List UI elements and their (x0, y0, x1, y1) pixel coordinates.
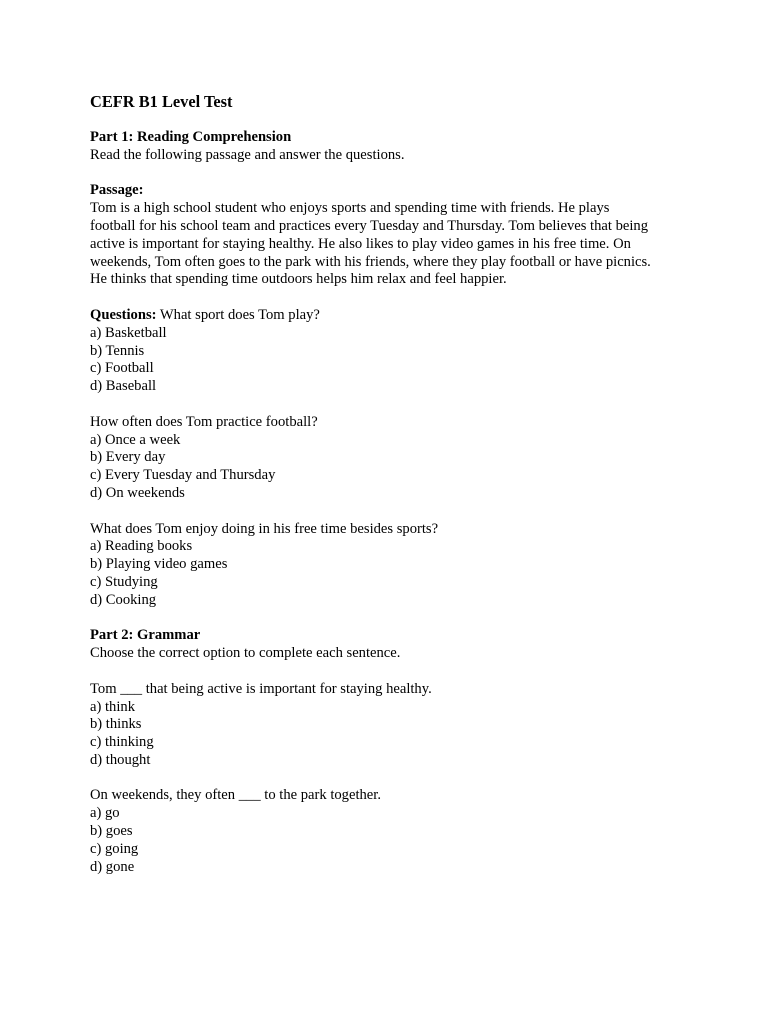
answer-option: c) Every Tuesday and Thursday (90, 467, 276, 484)
question-block (90, 681, 680, 770)
part2-instruction: Choose the correct option to complete each sentence. (90, 645, 401, 662)
answer-option: b) Tennis (90, 342, 145, 359)
passage-line: active is important for staying healthy. He also likes to play video games in his free time. On (90, 235, 631, 252)
question-text: Tom ___ that being active is important for staying healthy. (90, 680, 432, 697)
passage-line: football for his school team and practices every Tuesday and Thursday. Tom believes that being (90, 217, 649, 234)
answer-option: c) going (90, 840, 139, 857)
question-text (90, 307, 680, 325)
part1-heading: Part 1: Reading Comprehension (90, 129, 292, 145)
answer-option: d) Cooking (90, 591, 157, 608)
answer-option: b) goes (90, 823, 133, 840)
part2-intro (90, 627, 680, 663)
answer-option: b) thinks (90, 716, 142, 733)
part1-instruction: Read the following passage and answer the questions. (90, 146, 405, 163)
answer-option: a) Once a week (90, 431, 181, 448)
answer-option: a) Reading books (90, 538, 193, 555)
passage-line: Tom is a high school student who enjoys sports and spending time with friends. He plays (90, 200, 610, 217)
passage (90, 182, 680, 289)
document-content (90, 92, 680, 894)
passage-line: weekends, Tom often goes to the park with his friends, where they play football or have picnics. (90, 253, 651, 270)
question-block (90, 414, 680, 503)
questions-label: Questions: (90, 306, 157, 323)
question-text: How often does Tom practice football? (90, 413, 318, 430)
answer-option: a) Basketball (90, 324, 167, 341)
answer-option: b) Playing video games (90, 556, 228, 573)
answer-option: c) Football (90, 360, 154, 377)
answer-option: c) thinking (90, 734, 154, 751)
question-prompt: What sport does Tom play? (156, 306, 320, 323)
question-text: What does Tom enjoy doing in his free time besides sports? (90, 520, 439, 537)
part1-intro (90, 129, 680, 165)
question-block (90, 787, 680, 876)
answer-option: d) gone (90, 858, 135, 875)
question-block (90, 521, 680, 610)
answer-option: d) thought (90, 751, 151, 768)
passage-line: He thinks that spending time outdoors helps him relax and feel happier. (90, 271, 507, 288)
answer-option: a) go (90, 805, 120, 822)
question-block (90, 307, 680, 396)
passage-label: Passage: (90, 182, 144, 199)
answer-option: d) Baseball (90, 378, 157, 395)
answer-option: d) On weekends (90, 484, 185, 501)
document-title: CEFR B1 Level Test (90, 92, 233, 111)
question-text: On weekends, they often ___ to the park together. (90, 787, 381, 804)
answer-option: b) Every day (90, 449, 166, 466)
answer-option: a) think (90, 698, 135, 715)
answer-option: c) Studying (90, 573, 158, 590)
part2-heading: Part 2: Grammar (90, 627, 201, 644)
